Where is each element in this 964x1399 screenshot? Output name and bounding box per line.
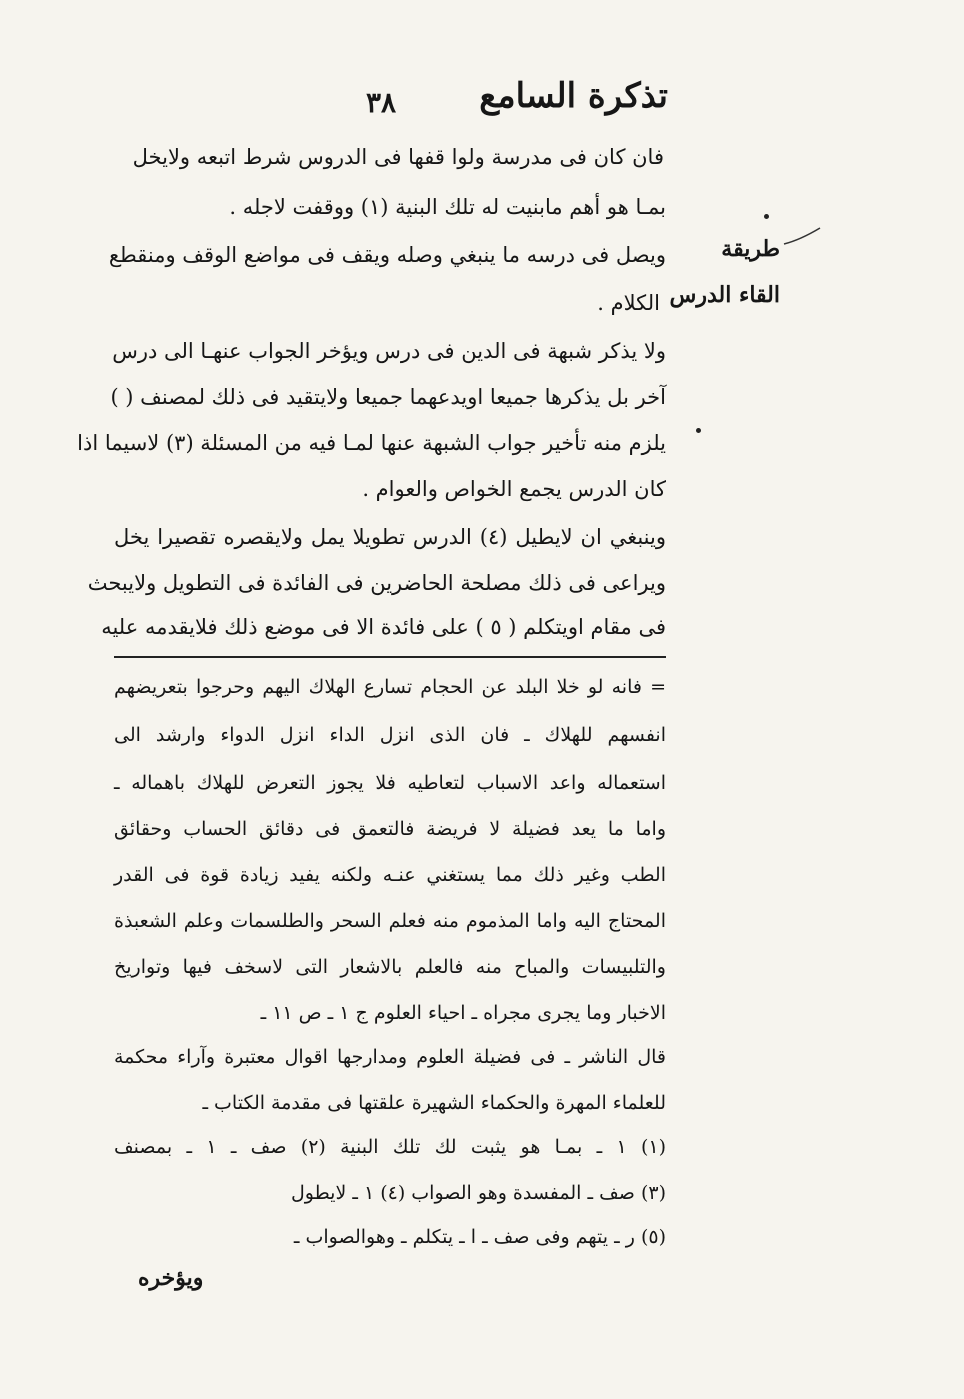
footnote-line: والتلبيسات والمباح منه فالعلم بالاشعار التى لاسخف فيها وتواريخ xyxy=(114,956,666,978)
body-line: يلزم منه تأخير جواب الشبهة عنها لمـا فيه من المسئلة (٣) لاسيما اذا xyxy=(77,431,666,455)
running-title: تذكرة السامع xyxy=(479,76,668,116)
footnote-line: واما ما يعد فضيلة لا فريضة فالتعمق فى دقائق الحساب وحقائق xyxy=(114,818,666,840)
body-line: الكلام . xyxy=(597,291,660,315)
margin-dot xyxy=(696,428,701,433)
footnote-line: (٣) صف ـ المفسدة وهو الصواب (٤) ١ ـ لايطول xyxy=(290,1182,666,1204)
body-line: ويراعى فى ذلك مصلحة الحاضرين فى الفائدة فى التطويل ولايبحث xyxy=(87,571,666,595)
body-line: فى مقام اويتكلم ( ٥ ) على فائدة الا فى موضع ذلك فلايقدمه عليه xyxy=(101,615,666,639)
footnote-line: قال الناشر ـ فى فضيلة العلوم ومدارجها اقوال معتبرة وآراء محكمة xyxy=(114,1046,666,1068)
footnote-line: = فانه لو خلا البلد عن الحجام تسارع الهلاك اليهم وحرجوا بتعريضهم xyxy=(114,676,666,698)
body-line: ولا يذكر شبهة فى الدين فى درس ويؤخر الجواب عنهـا الى درس xyxy=(112,339,666,363)
footnote-line: للعلماء المهرة والحكماء الشهيرة علقتها فى مقدمة الكتاب ـ xyxy=(202,1092,666,1114)
footnote-line: الطب وغير ذلك مما يستغني عنـه ولكنه يفيد زيادة قوة فى القدر xyxy=(114,864,666,886)
body-line: فان كان فى مدرسة ولوا قفها فى الدروس شرط اتبعه ولايخل xyxy=(132,145,664,169)
body-line: بمـا هو أهم مابنيت له تلك البنية (١) ووقفت لاجله . xyxy=(229,195,666,219)
margin-pen-stroke xyxy=(782,226,822,248)
footnote-line: (١) ١ ـ بمـا هو يثبت لك تلك البنية (٢) صف ـ ١ ـ بمصنف xyxy=(114,1136,667,1158)
margin-note-line-1: طريقة xyxy=(721,236,780,262)
body-line: وينبغي ان لايطيل (٤) الدرس تطويلا يمل ولايقصره تقصيرا يخل xyxy=(114,525,666,549)
footnote-line: استعماله واعد الاسباب لتعاطيه فلا يجوز التعرض للهلاك باهماله ـ xyxy=(114,772,666,794)
body-line: كان الدرس يجمع الخواص والعوام . xyxy=(362,477,666,501)
body-line: ويصل فى درسه ما ينبغي وصله ويقف فى مواضع الوقف ومنقطع xyxy=(108,243,666,267)
body-line: آخر بل يذكرها جميعا اويدعهما جميعا ولايتقيد فى ذلك لمصنف ( ) xyxy=(110,385,666,409)
footnote-line: انفسهم للهلاك ـ فان الذى انزل الداء انزل الدواء وارشد الى xyxy=(114,724,666,746)
footnote-line: (٥) ر ـ يتهم وفى صف ـ ا ـ يتكلم ـ وهوالصواب ـ xyxy=(293,1226,666,1248)
margin-dot xyxy=(764,214,769,219)
footnote-line: الاخبار وما يجرى مجراه ـ احياء العلوم ج ١ ـ ص ١١ ـ xyxy=(260,1002,666,1024)
catchword: ويؤخره xyxy=(138,1265,204,1291)
page-number: ٣٨ xyxy=(366,86,397,119)
margin-note-line-2: القاء الدرس xyxy=(669,282,780,308)
footnote-line: المحتاج اليه واما المذموم منه فعلم السحر والطلسمات وعلم الشعبذة xyxy=(114,910,666,932)
footnote-divider xyxy=(114,656,666,658)
